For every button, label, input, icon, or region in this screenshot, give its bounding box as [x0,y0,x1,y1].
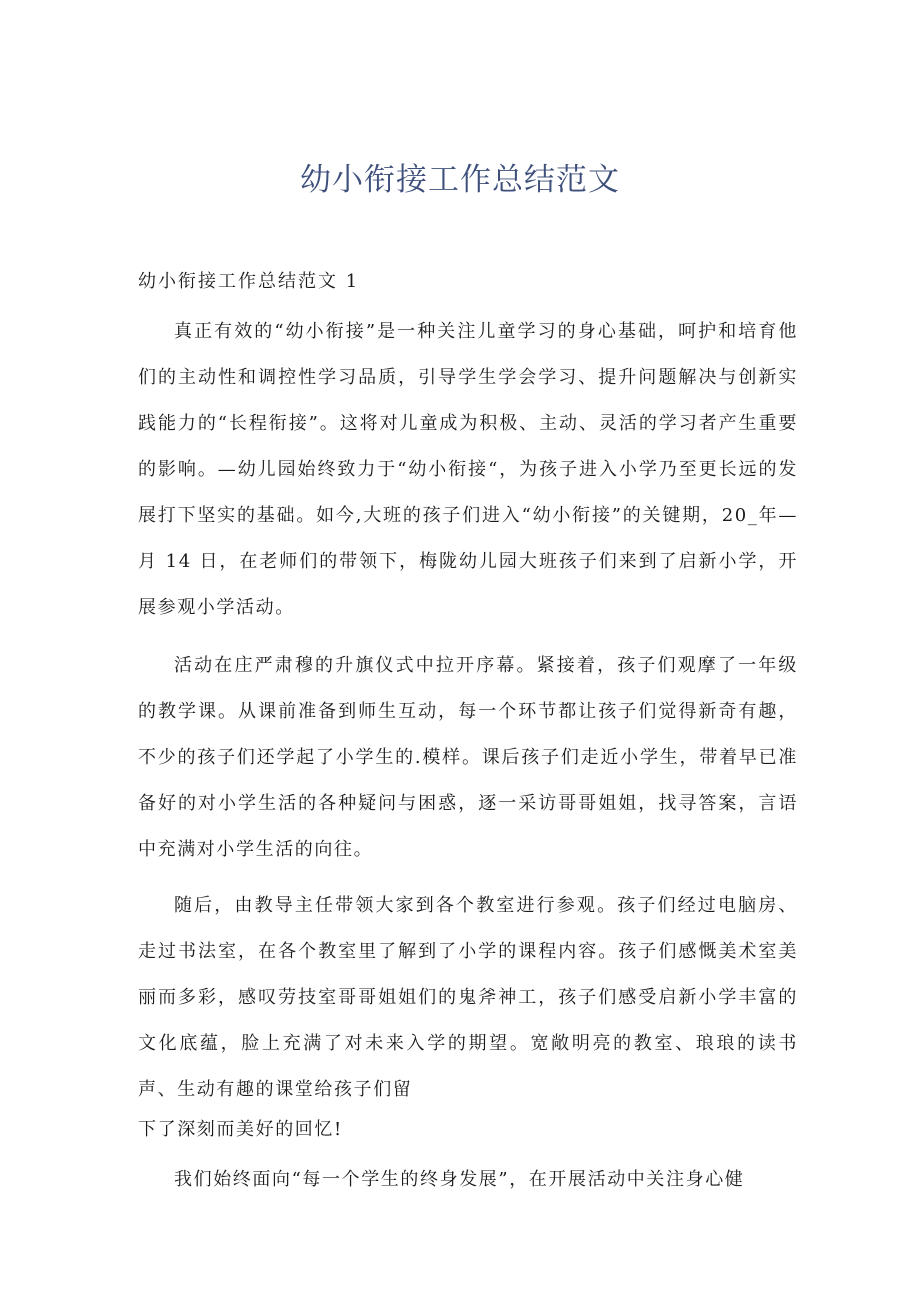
paragraph-1: 真正有效的“幼小衔接”是一种关注儿童学习的身心基础，呵护和培育他们的主动性和调控性学习品质，引导学生学会学习、提升问题解决与创新实践能力的“长程衔接”。这将对儿童成为积极、主动、灵活的学习者产生重要的影响。—幼儿园始终致力于“幼小衔接“，为孩子进入小学乃至更长远的发展打下坚实的基础。如今,大班的孩子们进入“幼小衔接”的关键期，20_年—月 14 日，在老师们的带领下，梅陇幼儿园大班孩子们来到了启新小学，开展参观小学活动。 [138,321,798,618]
paragraph-3: 随后，由教导主任带领大家到各个教室进行参观。孩子们经过电脑房、走过书法室，在各个教室里了解到了小学的课程内容。孩子们感慨美术室美丽而多彩，感叹劳技室哥哥姐姐们的鬼斧神工，孩子们感受启新小学丰富的文化底蕴，脸上充满了对未来入学的期望。宽敞明亮的教室、琅琅的读书声、生动有趣的课堂给孩子们留 [138,895,798,1100]
paragraph-2: 活动在庄严肃穆的升旗仪式中拉开序幕。紧接着，孩子们观摩了一年级的教学课。从课前准备到师生互动，每一个环节都让孩子们觉得新奇有趣，不少的孩子们还学起了小学生的.模样。课后孩子们走近小学生，带着早已准备好的对小学生活的各种疑问与困惑，逐一采访哥哥姐姐，找寻答案，言语中充满对小学生活的向往。 [138,655,798,860]
document-title: 幼小衔接工作总结范文 [300,162,620,198]
paragraph-4: 我们始终面向“每一个学生的终身发展”，在开展活动中关注身心健 [174,1169,745,1190]
section-heading: 幼小衔接工作总结范文 1 [138,271,360,292]
paragraph-3-continuation: 下了深刻而美好的回忆! [138,1119,343,1140]
